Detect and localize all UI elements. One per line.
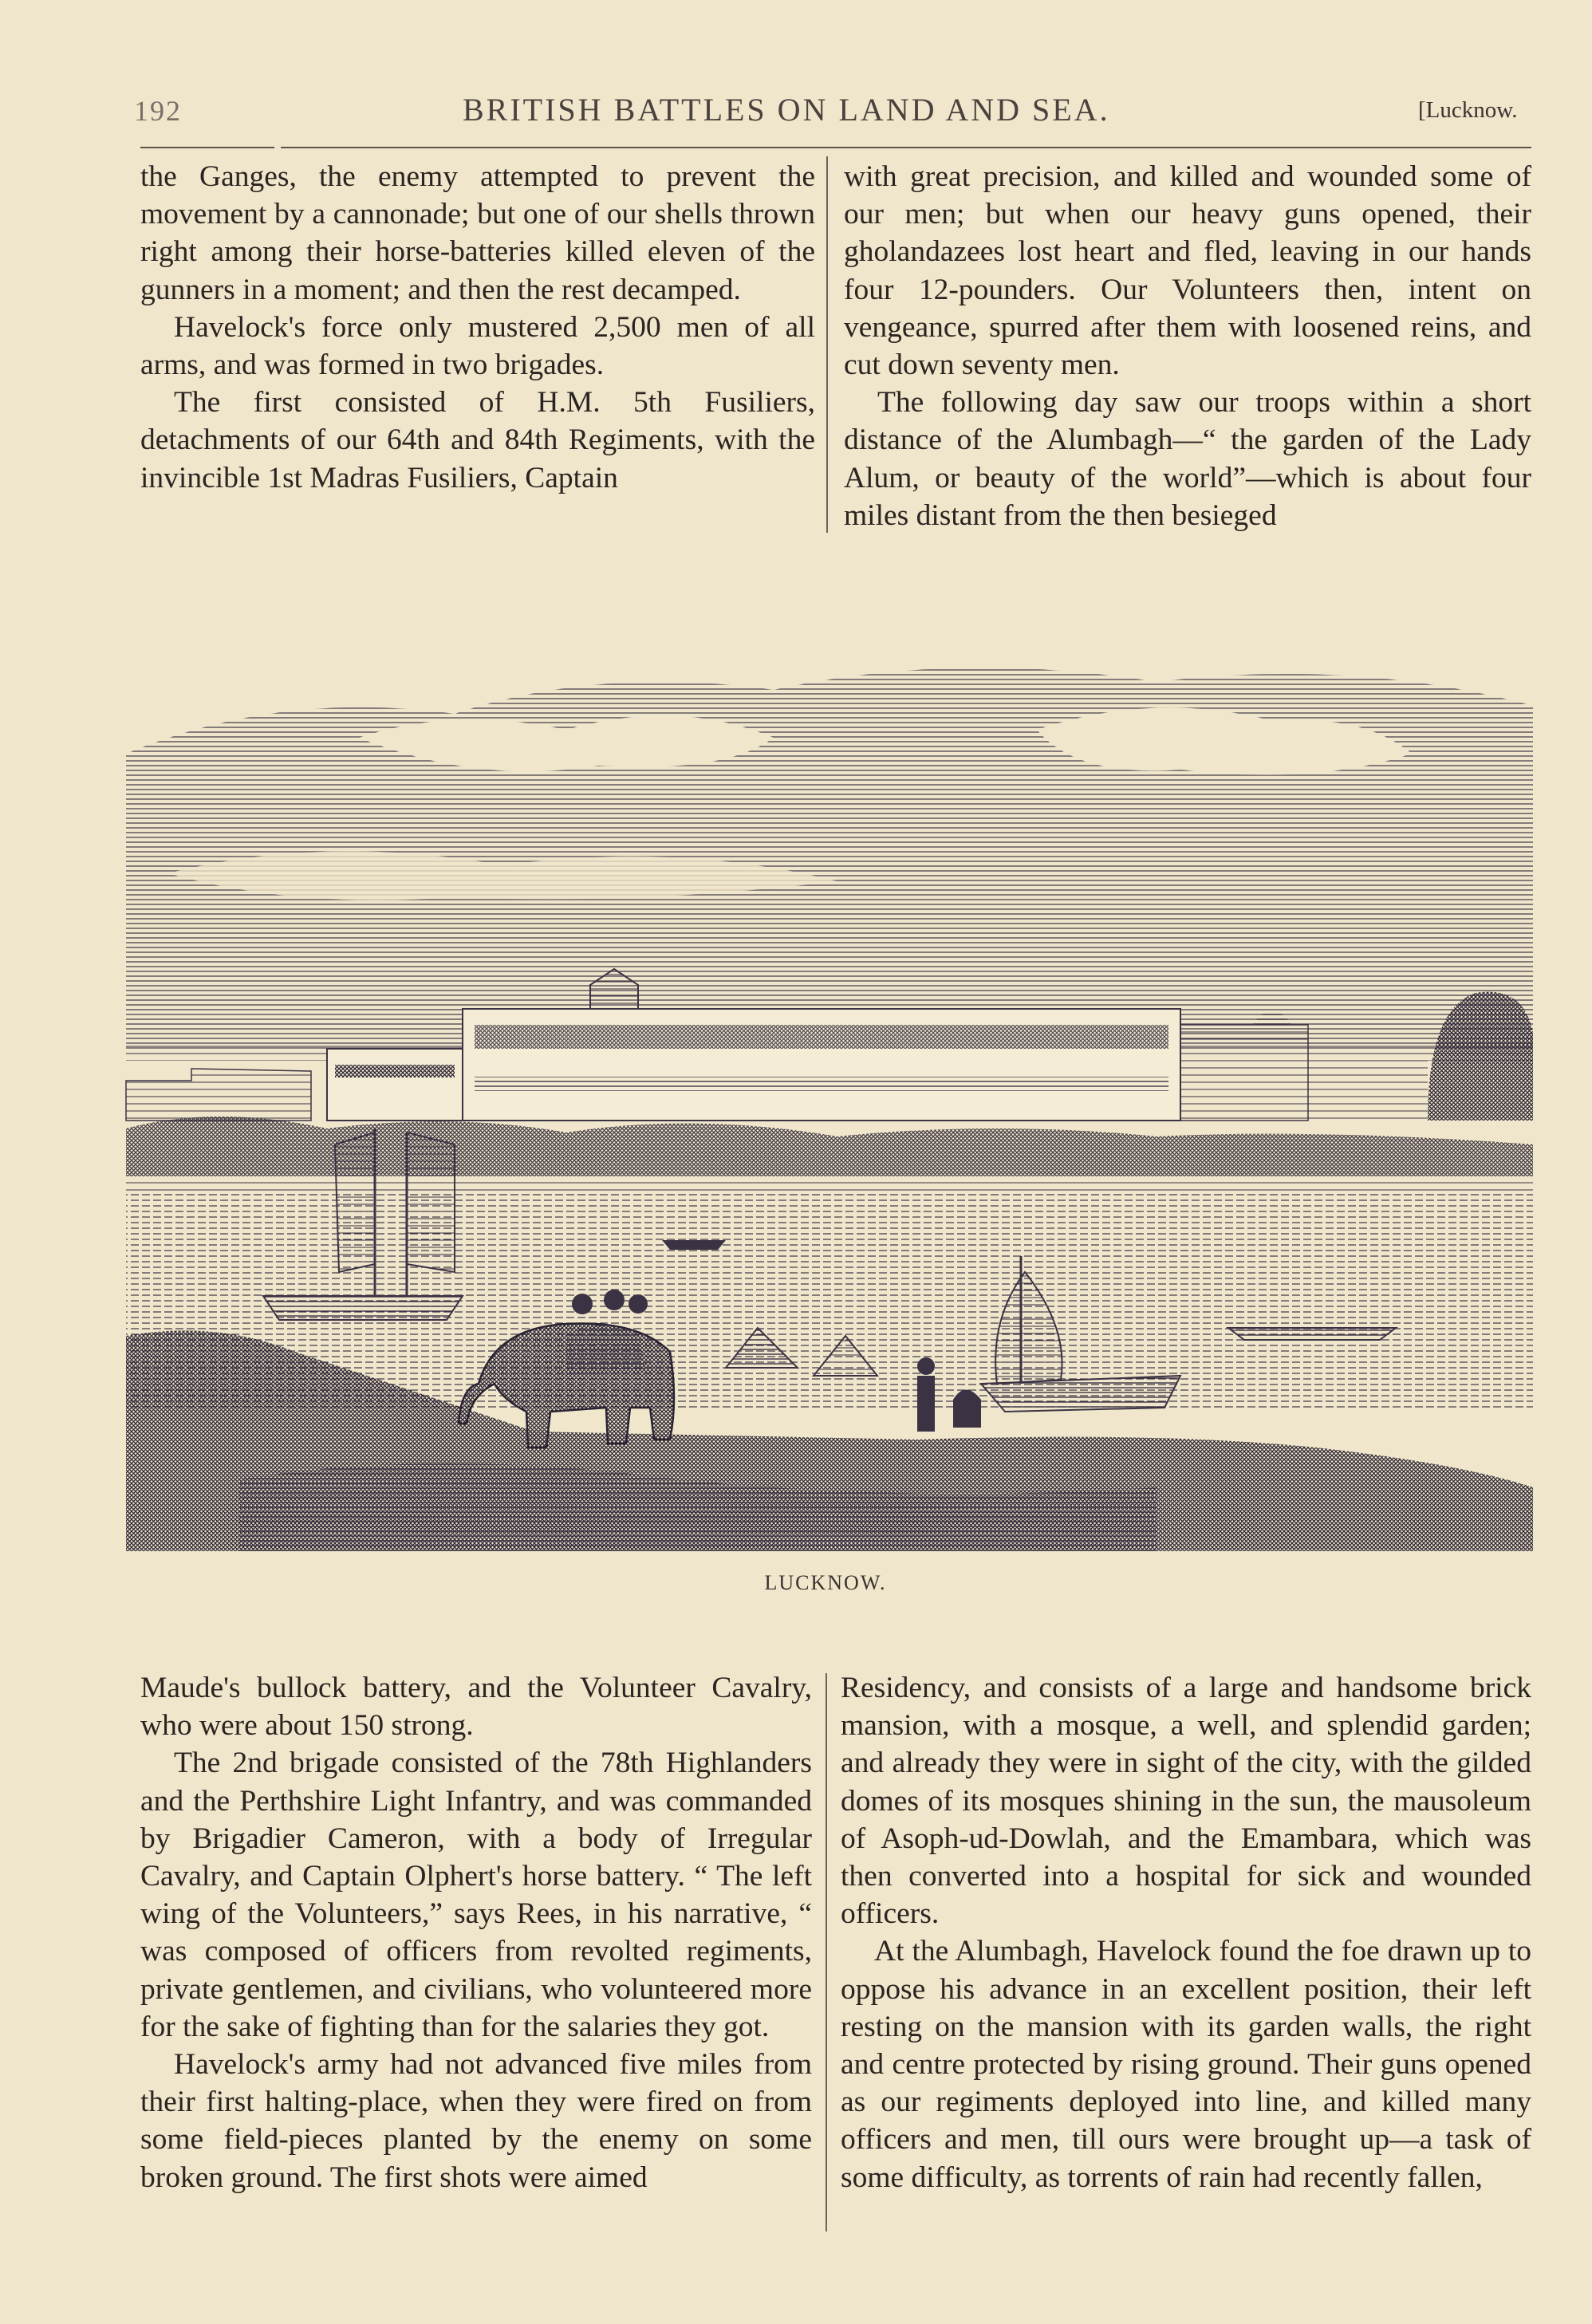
column-divider-bottom: [826, 1673, 827, 2231]
paragraph: Havelock's army had not advanced five miles from their first halting-place, when they were fired on from some field-pieces planted by the enemy on some broken ground. The first shots were aimed: [140, 2048, 812, 2194]
illustration-caption: LUCKNOW.: [764, 1571, 887, 1594]
column-top-right: [844, 158, 1531, 534]
section-tag: [Lucknow.: [1418, 97, 1518, 123]
column-divider-top: [826, 156, 828, 533]
paragraph: At the Alumbagh, Havelock found the foe drawn up to oppose his advance in an excellent position, their left resting on the mansion with its garden walls, the right and centre protected by rising ground. Their guns opened as our regiments deployed into line, and killed many officers and men, till ours were brought up—a task of some difficulty, as torrents of rain had recently fallen,: [841, 1935, 1531, 2194]
paragraph: Maude's bullock battery, and the Volunteer Cavalry, who were about 150 strong.: [140, 1672, 812, 1743]
header-rule-right: [281, 147, 1531, 148]
paragraph: the Ganges, the enemy attempted to prevent the movement by a cannonade; but one of our shells thrown right among their horse-batteries killed eleven of the gunners in a moment; and then the rest decamped.: [140, 160, 815, 306]
column-bottom-right: [841, 1669, 1531, 2196]
header-rule-left: [140, 147, 274, 148]
paragraph: The 2nd brigade consisted of the 78th Highlanders and the Perthshire Light Infantry, and was commanded by Brigadier Cameron, with a body of Irregular Cavalry, and Captain Olphert's horse battery. “ The left wing of the Volunteers,” says Rees, in his narrative, “ was composed of officers from revolted regiments, private gentlemen, and civilians, who volunteered more for the sake of fighting than for the salaries they got.: [140, 1747, 812, 2043]
running-title: BRITISH BATTLES ON LAND AND SEA.: [463, 92, 1110, 128]
column-top-left: [140, 158, 815, 497]
column-bottom-left: [140, 1669, 812, 2196]
paragraph: with great precision, and killed and wounded some of our men; but when our heavy guns opened, their gholandazees lost heart and fled, leaving in our hands four 12-pounders. Our Volunteers then, intent on vengeance, spurred after them with loosened reins, and cut down seventy men.: [844, 160, 1531, 382]
paragraph: Residency, and consists of a large and handsome brick mansion, with a mosque, a well, and splendid garden; and already they were in sight of the city, with the gilded domes of its mosques shining in the sun, the mausoleum of Asoph-ud-Dowlah, and the Emambara, which was then converted into a hospital for sick and wounded officers.: [841, 1672, 1531, 1931]
lucknow-engraving: [120, 634, 1539, 1551]
paragraph: The following day saw our troops within a short distance of the Alumbagh—“ the garden of the Lady Alum, or beauty of the world”—which is about four miles distant from the then besieged: [844, 386, 1531, 532]
paragraph: Havelock's force only mustered 2,500 men of all arms, and was formed in two brigades.: [140, 310, 815, 382]
paragraph: The first consisted of H.M. 5th Fusiliers, detachments of our 64th and 84th Regiments, with the invincible 1st Madras Fusiliers, Captain: [140, 386, 815, 494]
page-number: 192: [134, 95, 182, 127]
